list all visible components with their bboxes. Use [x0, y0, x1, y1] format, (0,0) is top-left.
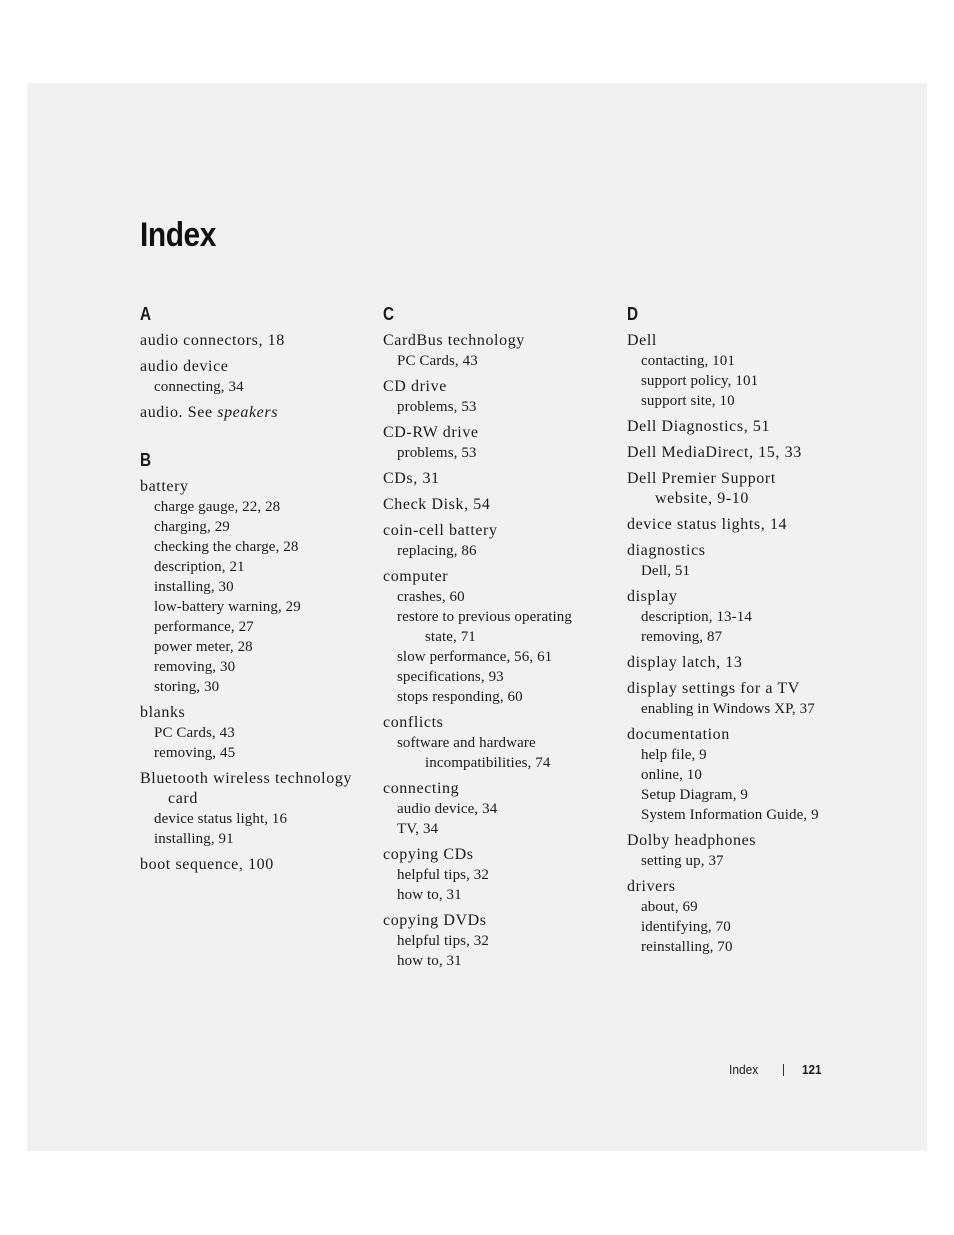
- index-subentry: [627, 627, 859, 647]
- index-entry: [627, 469, 859, 509]
- term-text: Dell: [627, 332, 657, 349]
- index-subentry: [627, 917, 859, 937]
- index-subentry: [140, 723, 372, 743]
- index-subentry: [383, 931, 615, 951]
- index-section: [140, 449, 372, 875]
- index-subentry: [383, 799, 615, 819]
- index-subentry: [627, 391, 859, 411]
- index-subentry: [383, 667, 615, 687]
- index-subentry: [140, 577, 372, 597]
- index-entry: [627, 515, 859, 535]
- index-column-3: [627, 303, 859, 983]
- index-term: [383, 331, 615, 351]
- index-subentry: [383, 733, 615, 773]
- section-letter: B: [140, 450, 152, 470]
- term-text: Dell Premier Support: [627, 470, 776, 487]
- term-text: Dell MediaDirect, 15, 33: [627, 444, 802, 461]
- index-entry: [140, 855, 372, 875]
- subentry-text: slow performance, 56, 61: [397, 649, 553, 665]
- subentry-text: contacting, 101: [641, 353, 735, 369]
- term-text: CD-RW drive: [383, 424, 479, 441]
- subentry-text: performance, 27: [154, 619, 254, 635]
- section-letter: A: [140, 304, 152, 324]
- index-term: [383, 495, 615, 515]
- index-entry: [140, 331, 372, 351]
- index-term: [140, 855, 372, 875]
- index-subentry: [140, 597, 372, 617]
- index-term: [140, 331, 372, 351]
- subentry-text: restore to previous operating: [397, 609, 572, 625]
- index-subentry: [627, 371, 859, 391]
- index-term: [627, 877, 859, 897]
- index-entry: [140, 357, 372, 397]
- subentry-continuation: state, 71: [425, 629, 476, 645]
- index-subentry: [383, 647, 615, 667]
- footer-label: Index: [729, 1062, 759, 1077]
- index-subentry: [627, 805, 859, 825]
- term-text: Bluetooth wireless technology: [140, 770, 353, 787]
- page-footer: [729, 1061, 824, 1079]
- index-subentry: [627, 351, 859, 371]
- term-text: coin-cell battery: [383, 522, 498, 539]
- term-text: copying DVDs: [383, 912, 487, 929]
- subentry-text: how to, 31: [397, 887, 462, 903]
- subentry-text: helpful tips, 32: [397, 933, 490, 949]
- index-subentry: [383, 865, 615, 885]
- index-term: [627, 725, 859, 745]
- subentry-text: software and hardware: [397, 735, 536, 751]
- index-subentry: [140, 617, 372, 637]
- index-entry: [627, 443, 859, 463]
- subentry-text: charge gauge, 22, 28: [154, 499, 281, 515]
- subentry-text: how to, 31: [397, 953, 462, 969]
- subentry-text: System Information Guide, 9: [641, 807, 819, 823]
- index-term: [383, 377, 615, 397]
- term-text: diagnostics: [627, 542, 706, 559]
- index-term: [140, 703, 372, 723]
- subentry-text: device status light, 16: [154, 811, 288, 827]
- index-subentry: [383, 541, 615, 561]
- term-text: boot sequence, 100: [140, 856, 274, 873]
- index-term: [627, 679, 859, 699]
- index-subentry: [383, 687, 615, 707]
- term-text: drivers: [627, 878, 676, 895]
- section-letter: C: [383, 304, 395, 324]
- index-column-2: [383, 303, 615, 997]
- subentry-text: specifications, 93: [397, 669, 504, 685]
- subentry-text: installing, 91: [154, 831, 234, 847]
- index-term: [140, 403, 372, 423]
- index-term: [383, 469, 615, 489]
- term-text: connecting: [383, 780, 460, 797]
- subentry-text: checking the charge, 28: [154, 539, 299, 555]
- index-entry: [140, 703, 372, 763]
- index-subentry: [140, 377, 372, 397]
- term-cross-reference: speakers: [217, 404, 279, 421]
- term-text: battery: [140, 478, 189, 495]
- index-section: [627, 303, 859, 957]
- index-subentry: [383, 443, 615, 463]
- subentry-text: crashes, 60: [397, 589, 465, 605]
- term-text: device status lights, 14: [627, 516, 788, 533]
- subentry-text: enabling in Windows XP, 37: [641, 701, 815, 717]
- subentry-text: support site, 10: [641, 393, 735, 409]
- index-subentry: [140, 657, 372, 677]
- index-subentry: [627, 785, 859, 805]
- term-continuation: card: [168, 790, 198, 807]
- subentry-text: Dell, 51: [641, 563, 691, 579]
- index-entry: [383, 469, 615, 489]
- index-term: [627, 469, 859, 509]
- subentry-text: online, 10: [641, 767, 702, 783]
- index-subentry: [627, 765, 859, 785]
- index-term: [383, 845, 615, 865]
- index-term: [383, 423, 615, 443]
- index-entry: [140, 769, 372, 849]
- term-text: copying CDs: [383, 846, 474, 863]
- index-term: [383, 567, 615, 587]
- index-term: [140, 769, 372, 809]
- term-text: CDs, 31: [383, 470, 440, 487]
- subentry-text: connecting, 34: [154, 379, 244, 395]
- index-entry: [627, 831, 859, 871]
- index-term: [383, 779, 615, 799]
- index-term: [627, 515, 859, 535]
- index-subentry: [627, 699, 859, 719]
- subentry-text: help file, 9: [641, 747, 707, 763]
- page-number: 121: [801, 1062, 822, 1077]
- index-term: [627, 443, 859, 463]
- index-term: [627, 331, 859, 351]
- subentry-text: power meter, 28: [154, 639, 253, 655]
- subentry-text: description, 21: [154, 559, 245, 575]
- term-text: documentation: [627, 726, 730, 743]
- index-entry: [383, 495, 615, 515]
- subentry-text: audio device, 34: [397, 801, 498, 817]
- term-text: CD drive: [383, 378, 447, 395]
- index-subentry: [383, 397, 615, 417]
- index-term: [383, 911, 615, 931]
- subentry-text: identifying, 70: [641, 919, 731, 935]
- index-term: [140, 477, 372, 497]
- subentry-text: description, 13-14: [641, 609, 752, 625]
- page-title: Index: [140, 216, 216, 254]
- index-term: [140, 357, 372, 377]
- index-entry: [383, 567, 615, 707]
- subentry-text: problems, 53: [397, 445, 477, 461]
- index-subentry: [383, 607, 615, 647]
- section-letter: D: [627, 304, 639, 324]
- term-text: display: [627, 588, 678, 605]
- index-entry: [383, 423, 615, 463]
- subentry-continuation: incompatibilities, 74: [425, 755, 551, 771]
- subentry-text: TV, 34: [397, 821, 439, 837]
- subentry-text: reinstalling, 70: [641, 939, 733, 955]
- subentry-text: stops responding, 60: [397, 689, 523, 705]
- index-subentry: [383, 951, 615, 971]
- index-entry: [627, 541, 859, 581]
- term-continuation: website, 9-10: [655, 490, 750, 507]
- subentry-text: storing, 30: [154, 679, 220, 695]
- index-section: [140, 303, 372, 423]
- subentry-text: helpful tips, 32: [397, 867, 490, 883]
- index-subentry: [627, 745, 859, 765]
- index-entry: [383, 377, 615, 417]
- index-subentry: [140, 809, 372, 829]
- index-section: [383, 303, 615, 971]
- term-text: audio connectors, 18: [140, 332, 285, 349]
- index-subentry: [140, 743, 372, 763]
- index-column-1: [140, 303, 372, 901]
- subentry-text: removing, 30: [154, 659, 236, 675]
- index-term: [627, 541, 859, 561]
- index-entry: [383, 521, 615, 561]
- index-entry: [140, 477, 372, 697]
- index-entry: [140, 403, 372, 423]
- index-subentry: [627, 851, 859, 871]
- index-subentry: [627, 897, 859, 917]
- index-subentry: [140, 557, 372, 577]
- subentry-text: Setup Diagram, 9: [641, 787, 748, 803]
- index-entry: [627, 417, 859, 437]
- index-subentry: [140, 537, 372, 557]
- index-entry: [383, 331, 615, 371]
- term-text: computer: [383, 568, 449, 585]
- term-text: Dell Diagnostics, 51: [627, 418, 771, 435]
- index-term: [627, 587, 859, 607]
- index-entry: [383, 911, 615, 971]
- index-term: [627, 831, 859, 851]
- index-entry: [627, 331, 859, 411]
- index-term: [627, 653, 859, 673]
- index-entry: [627, 725, 859, 825]
- index-term: [383, 713, 615, 733]
- term-text: conflicts: [383, 714, 444, 731]
- index-term: [627, 417, 859, 437]
- subentry-text: setting up, 37: [641, 853, 724, 869]
- index-subentry: [140, 637, 372, 657]
- term-text: display settings for a TV: [627, 680, 800, 697]
- index-subentry: [140, 677, 372, 697]
- subentry-text: low-battery warning, 29: [154, 599, 301, 615]
- subentry-text: PC Cards, 43: [154, 725, 235, 741]
- term-text: Check Disk, 54: [383, 496, 491, 513]
- term-text: Dolby headphones: [627, 832, 757, 849]
- index-subentry: [140, 829, 372, 849]
- index-term: [383, 521, 615, 541]
- footer-separator: [783, 1064, 784, 1076]
- subentry-text: removing, 45: [154, 745, 236, 761]
- index-subentry: [383, 885, 615, 905]
- index-entry: [383, 779, 615, 839]
- subentry-text: replacing, 86: [397, 543, 477, 559]
- index-entry: [627, 877, 859, 957]
- term-text: audio device: [140, 358, 229, 375]
- index-subentry: [627, 607, 859, 627]
- index-subentry: [140, 497, 372, 517]
- subentry-text: charging, 29: [154, 519, 230, 535]
- index-subentry: [627, 561, 859, 581]
- index-subentry: [140, 517, 372, 537]
- index-subentry: [383, 351, 615, 371]
- subentry-text: PC Cards, 43: [397, 353, 478, 369]
- index-entry: [383, 713, 615, 773]
- term-text: blanks: [140, 704, 186, 721]
- term-text: display latch, 13: [627, 654, 743, 671]
- index-subentry: [383, 587, 615, 607]
- index-entry: [627, 587, 859, 647]
- subentry-text: support policy, 101: [641, 373, 759, 389]
- index-entry: [627, 679, 859, 719]
- index-entry: [383, 845, 615, 905]
- index-entry: [627, 653, 859, 673]
- index-subentry: [383, 819, 615, 839]
- subentry-text: problems, 53: [397, 399, 477, 415]
- subentry-text: about, 69: [641, 899, 698, 915]
- subentry-text: installing, 30: [154, 579, 234, 595]
- term-text: CardBus technology: [383, 332, 525, 349]
- term-text: audio. See: [140, 404, 218, 421]
- subentry-text: removing, 87: [641, 629, 723, 645]
- index-subentry: [627, 937, 859, 957]
